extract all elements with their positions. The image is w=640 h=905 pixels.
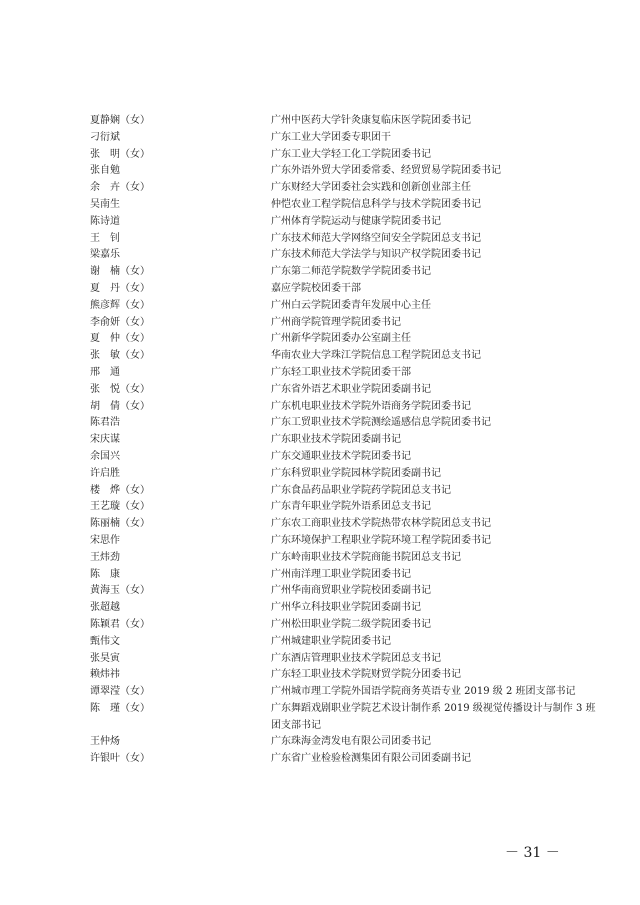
person-position: 华南农业大学珠江学院信息工程学院团总支书记 — [271, 350, 481, 362]
person-name: 宋思作 — [90, 534, 120, 546]
person-name: 陈 康 — [90, 568, 120, 580]
list-item — [90, 130, 600, 147]
list-item — [90, 684, 600, 701]
person-name: 李俞妍（女） — [90, 316, 150, 328]
person-position: 广东职业技术学院团委副书记 — [271, 434, 401, 446]
person-position: 广东第二师范学院数学学院团委书记 — [271, 266, 431, 278]
person-position: 广州体育学院运动与健康学院团委书记 — [271, 215, 441, 227]
list-item — [90, 701, 600, 735]
person-position: 广东青年职业学院外语系团总支书记 — [271, 501, 431, 513]
person-position: 广东省外语艺术职业学院团委副书记 — [271, 383, 431, 395]
list-item — [90, 499, 600, 516]
list-item — [90, 415, 600, 432]
person-position: 广州松田职业学院二级学院团委书记 — [271, 618, 431, 630]
list-item — [90, 651, 600, 668]
person-position: 广东财经大学团委社会实践和创新创业部主任 — [271, 182, 471, 194]
list-item — [90, 382, 600, 399]
person-name: 邢 通 — [90, 366, 120, 378]
person-position: 广州新华学院团委办公室副主任 — [271, 333, 411, 345]
list-item — [90, 600, 600, 617]
person-name: 张昊寅 — [90, 652, 120, 664]
person-position: 广东轻工职业技术学院团委干部 — [271, 366, 411, 378]
person-position: 嘉应学院校团委干部 — [271, 282, 361, 294]
person-name: 吴南生 — [90, 198, 120, 210]
list-item — [90, 214, 600, 231]
person-name: 谢 楠（女） — [90, 266, 150, 278]
person-name: 梁嘉乐 — [90, 249, 120, 261]
list-item — [90, 449, 600, 466]
list-item — [90, 247, 600, 264]
person-position: 广东环境保护工程职业学院环境工程学院团委书记 — [271, 534, 491, 546]
list-item — [90, 348, 600, 365]
person-position: 广东外语外贸大学团委常委、经贸贸易学院团委书记 — [271, 165, 501, 177]
person-name: 胡 倩（女） — [90, 400, 150, 412]
list-item — [90, 365, 600, 382]
person-name: 余 卉（女） — [90, 182, 150, 194]
person-position: 广东机电职业技术学院外语商务学院团委书记 — [271, 400, 471, 412]
person-name: 熊彦辉（女） — [90, 299, 150, 311]
person-position: 广东轻工职业技术学院财贸学院分团委书记 — [271, 669, 461, 681]
person-position: 广东工业大学团委专职团干 — [271, 131, 391, 143]
list-item — [90, 567, 600, 584]
person-name: 张 敏（女） — [90, 350, 150, 362]
person-name: 夏 仲（女） — [90, 333, 150, 345]
person-name: 王 钊 — [90, 232, 120, 244]
person-position: 广东工贸职业技术学院测绘遥感信息学院团委书记 — [271, 417, 491, 429]
list-item — [90, 634, 600, 651]
list-item — [90, 147, 600, 164]
person-position: 广州白云学院团委青年发展中心主任 — [271, 299, 431, 311]
list-item — [90, 751, 600, 768]
person-name: 陈颖君（女） — [90, 618, 150, 630]
list-item — [90, 667, 600, 684]
person-position: 广东科贸职业学院园林学院团委副书记 — [271, 467, 441, 479]
person-position: 广东农工商职业技术学院热带农林学院团总支书记 — [271, 518, 491, 530]
person-name: 夏 丹（女） — [90, 282, 150, 294]
list-item — [90, 281, 600, 298]
list-item — [90, 466, 600, 483]
list-item — [90, 264, 600, 281]
person-position: 广州南洋理工职业学院团委书记 — [271, 568, 411, 580]
person-name: 张自勉 — [90, 165, 120, 177]
person-position: 广州城建职业学院团委书记 — [271, 635, 391, 647]
list-item — [90, 180, 600, 197]
person-position: 广州华立科技职业学院团委副书记 — [271, 602, 421, 614]
list-item — [90, 483, 600, 500]
person-position: 仲恺农业工程学院信息科学与技术学院团委书记 — [271, 198, 481, 210]
person-name: 张 明（女） — [90, 148, 150, 160]
list-item — [90, 432, 600, 449]
person-name: 夏静娴（女） — [90, 115, 150, 126]
person-name: 王仲炀 — [90, 736, 120, 748]
person-position: 广东交通职业技术学院团委书记 — [271, 450, 411, 462]
person-position: 广东珠海金湾发电有限公司团委书记 — [271, 736, 431, 748]
person-name: 王艺璇（女） — [90, 501, 150, 513]
person-name: 甄伟文 — [90, 635, 120, 647]
person-position: 广东岭南职业技术学院商能书院团总支书记 — [271, 551, 461, 563]
person-name: 楼 烨（女） — [90, 484, 150, 496]
name-list — [90, 113, 600, 768]
person-name: 陈丽楠（女） — [90, 518, 150, 530]
person-position: 广东工业大学轻工化工学院团委书记 — [271, 148, 431, 160]
person-position: 广州中医药大学针灸康复临床医学院团委书记 — [271, 115, 471, 126]
person-name: 许银叶（女） — [90, 753, 150, 765]
person-position: 广东技术师范大学法学与知识产权学院团委书记 — [271, 249, 481, 261]
person-position: 广东省广业检验检测集团有限公司团委副书记 — [271, 753, 471, 765]
list-item — [90, 583, 600, 600]
list-item — [90, 231, 600, 248]
person-name: 黄海玉（女） — [90, 585, 150, 597]
page-number: － 31 － — [505, 845, 560, 861]
person-name: 陈 瑾（女） — [90, 702, 150, 714]
list-item — [90, 399, 600, 416]
person-name: 宋庆谋 — [90, 434, 120, 446]
list-item — [90, 163, 600, 180]
person-position: 广州商学院管理学院团委书记 — [271, 316, 401, 328]
list-item — [90, 298, 600, 315]
list-item — [90, 533, 600, 550]
person-name: 张超越 — [90, 602, 120, 614]
person-name: 刁衍斌 — [90, 131, 120, 143]
person-name: 赖炜祎 — [90, 669, 120, 681]
person-position: 广东技术师范大学网络空间安全学院团总支书记 — [271, 232, 481, 244]
person-position: 广州华南商贸职业学院校团委副书记 — [271, 585, 431, 597]
list-item — [90, 550, 600, 567]
person-name: 张 悦（女） — [90, 383, 150, 395]
list-item — [90, 113, 600, 130]
person-name: 陈君浩 — [90, 417, 120, 429]
list-item — [90, 331, 600, 348]
person-name: 陈诗道 — [90, 215, 120, 227]
person-position: 广东食品药品职业学院药学院团总支书记 — [271, 484, 451, 496]
list-item — [90, 197, 600, 214]
person-position: 广东酒店管理职业技术学院团总支书记 — [271, 652, 441, 664]
person-name: 谭翠滢（女） — [90, 686, 150, 698]
person-position: 广东舞蹈戏剧职业学院艺术设计制作系 2019 级视觉传播设计与制作 3 班团支部书记 — [271, 702, 596, 731]
person-name: 余国兴 — [90, 450, 120, 462]
list-item — [90, 617, 600, 634]
list-item — [90, 734, 600, 751]
person-position: 广州城市理工学院外国语学院商务英语专业 2019 级 2 班团支部书记 — [271, 686, 576, 698]
list-item — [90, 516, 600, 533]
list-item — [90, 315, 600, 332]
person-name: 许启胜 — [90, 467, 120, 479]
person-name: 王炜劲 — [90, 551, 120, 563]
